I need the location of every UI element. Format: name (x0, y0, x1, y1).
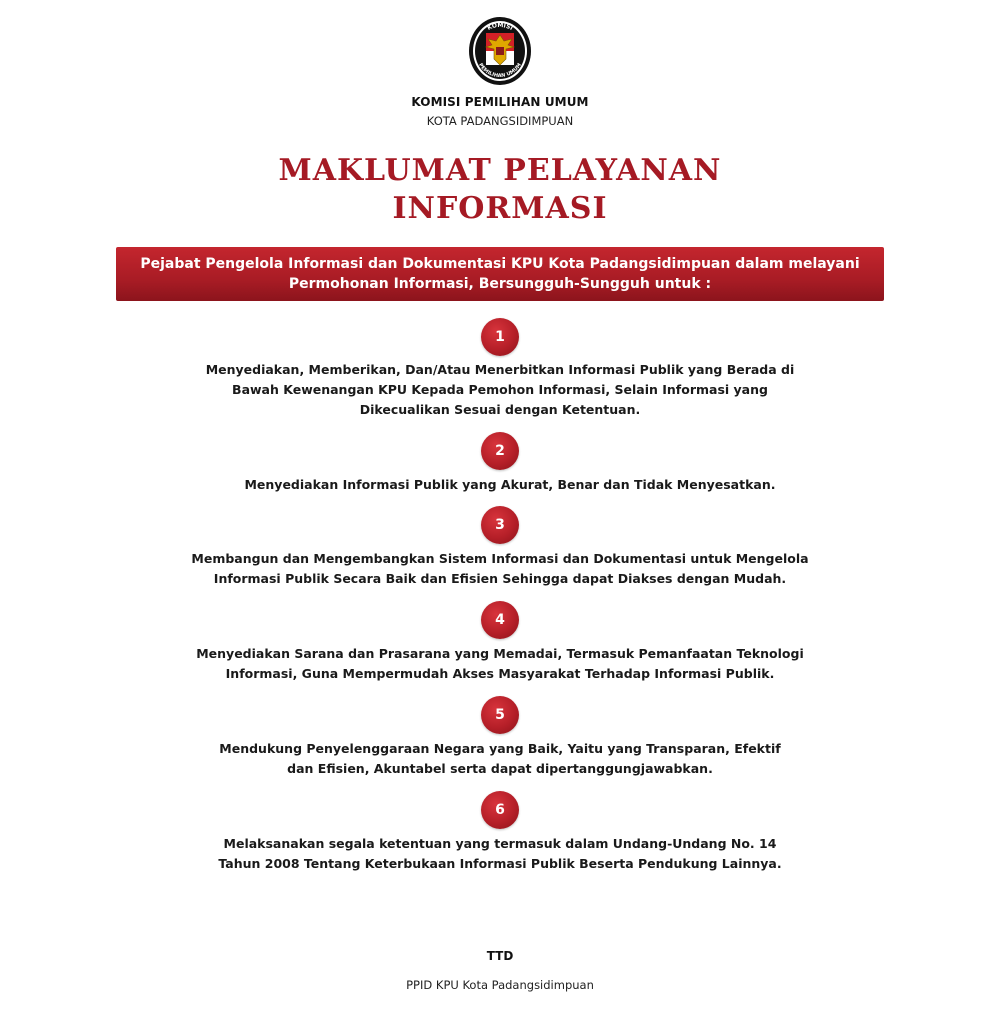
banner-line-2: Permohonan Informasi, Bersungguh-Sungguh untuk : (288, 276, 712, 292)
item-line: Menyediakan, Memberikan, Dan/Atau Menerbitkan Informasi Publik yang Berada di (205, 362, 795, 377)
banner-text (125, 254, 875, 294)
item-line: dan Efisien, Akuntabel serta dapat dipertanggungjawabkan. (287, 761, 713, 776)
logo-text-bottom: PEMILIHAN UMUM (477, 62, 523, 80)
org-city: KOTA PADANGSIDIMPUAN (426, 114, 574, 128)
item-line: Membangun dan Mengembangkan Sistem Informasi dan Dokumentasi untuk Mengelola (191, 551, 809, 566)
item-number-badge: 1 (481, 318, 519, 356)
item-number-badge: 2 (481, 432, 519, 470)
kpu-logo (466, 15, 534, 87)
banner-line-1: Pejabat Pengelola Informasi dan Dokumentasi KPU Kota Padangsidimpuan dalam melayani (140, 256, 860, 272)
item-text (150, 360, 850, 420)
item-number-badge: 3 (481, 506, 519, 544)
title-line-1: MAKLUMAT PELAYANAN (278, 153, 722, 188)
item-line: Mendukung Penyelenggaraan Negara yang Baik, Yaitu yang Transparan, Efektif (219, 741, 781, 756)
item-number-badge: 6 (481, 791, 519, 829)
item-text (150, 739, 850, 779)
org-name: KOMISI PEMILIHAN UMUM (411, 95, 589, 109)
title-line-2: INFORMASI (392, 191, 608, 226)
intro-banner (116, 247, 884, 301)
item-line: Melaksanakan segala ketentuan yang termasuk dalam Undang-Undang No. 14 (223, 836, 777, 851)
item-line: Tahun 2008 Tentang Keterbukaan Informasi Publik Beserta Pendukung Lainnya. (218, 856, 782, 871)
item-text (150, 644, 850, 684)
signer-name: PPID KPU Kota Padangsidimpuan (406, 978, 594, 992)
item-text (150, 834, 850, 874)
item-line: Menyediakan Sarana dan Prasarana yang Memadai, Termasuk Pemanfaatan Teknologi (196, 646, 804, 661)
item-number-badge: 5 (481, 696, 519, 734)
item-line: Informasi, Guna Mempermudah Akses Masyarakat Terhadap Informasi Publik. (225, 666, 775, 681)
kpu-emblem-icon (466, 15, 534, 87)
page-title (0, 152, 1000, 228)
item-line: Dikecualikan Sesuai dengan Ketentuan. (359, 402, 641, 417)
item-text (150, 549, 850, 589)
item-number-badge: 4 (481, 601, 519, 639)
logo-text-top: KOMISI (486, 21, 514, 33)
item-line: Menyediakan Informasi Publik yang Akurat, Benar dan Tidak Menyesatkan. (244, 477, 776, 492)
item-line: Informasi Publik Secara Baik dan Efisien Sehingga dapat Diakses dengan Mudah. (213, 571, 787, 586)
item-text (160, 475, 860, 495)
item-line: Bawah Kewenangan KPU Kepada Pemohon Informasi, Selain Informasi yang (232, 382, 768, 397)
signature-label: TTD (486, 949, 514, 963)
